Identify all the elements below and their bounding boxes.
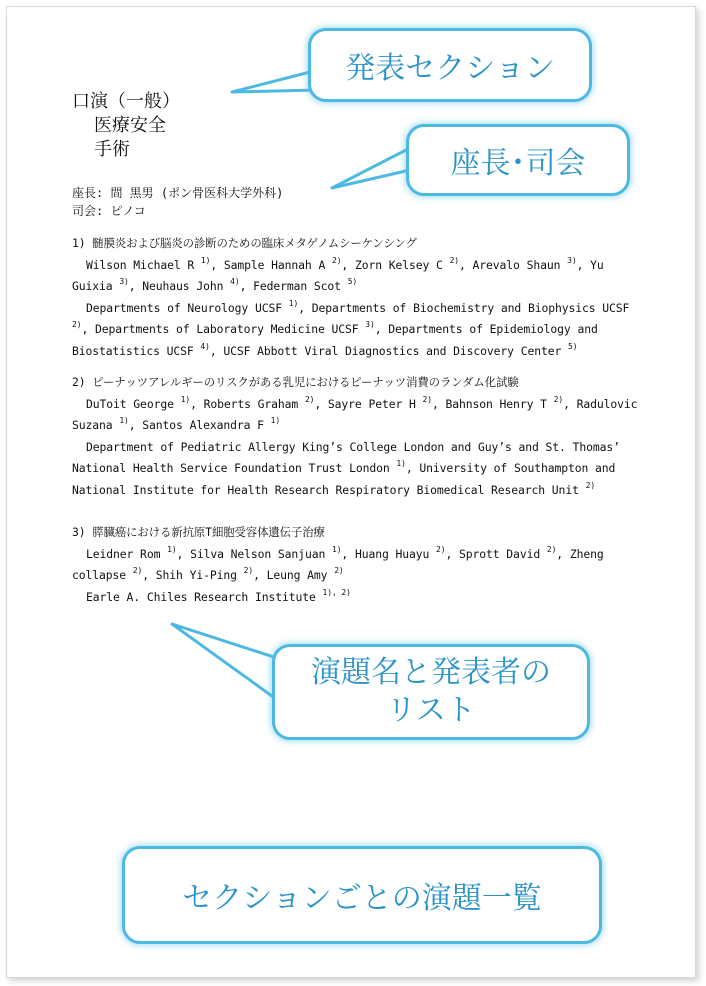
affiliation-num: 2) <box>585 480 596 490</box>
talk-title: 3) 膵臓癌における新抗原T細胞受容体遺伝子治療 <box>72 525 325 539</box>
author-aff: 2) <box>243 566 254 576</box>
author-name: Wilson Michael R <box>86 257 195 272</box>
author-aff: 2) <box>546 544 557 554</box>
overview-callout <box>122 846 602 944</box>
talk-title: 1) 髄膜炎および脳炎の診断のための臨床メタゲノムシーケンシング <box>72 236 417 250</box>
section-callout-label: 発表セクション <box>345 51 555 86</box>
author-aff: 2) <box>422 394 432 404</box>
author-aff: 1) <box>167 544 177 554</box>
author-aff: 4) <box>230 277 240 287</box>
section-callout <box>308 28 592 102</box>
affiliation: Earle A. Chiles Research Institute <box>86 589 316 604</box>
author-name: Zorn Kelsey C <box>354 257 443 272</box>
session-topic-2: 手術 <box>94 139 130 160</box>
affiliation: Departments of Biochemistry and Biophysics UCSF <box>311 300 630 315</box>
author-name: Neuhaus John <box>142 279 224 293</box>
author-name: Santos Alexandra F <box>142 418 264 432</box>
list-callout-tail <box>172 624 283 704</box>
author-name: Sayre Peter H <box>327 396 416 411</box>
talk-authors: Wilson Michael R $^{1)}$, Sample Hannah A $^{2)}$, Zorn Kelsey C $^{2)}$, Arevalo Shaun $^{3)}$, Yu Guixia $^{3)}$, Neuhaus John $^{4)}$, Federman Scot $^{5)}$ <box>72 255 604 293</box>
affiliation-num: 2) <box>72 320 82 330</box>
talk-authors: Leidner Rom $^{1)}$, Silva Nelson Sanjuan $^{1)}$, Huang Huayu $^{2)}$, Sprott David $^{2)}$, Zheng collapse $^{2)}$, Shih Yi-Ping $^{2)}$, Leung Amy $^{2)}$ <box>72 544 604 582</box>
author-aff: 2) <box>334 566 344 576</box>
affiliation-num: 3) <box>365 320 375 330</box>
author-name: DuToit George <box>86 396 174 411</box>
author-name: Silva Nelson Sanjuan <box>190 546 326 561</box>
author-name: Roberts Graham <box>203 396 299 411</box>
author-aff: 2) <box>132 566 143 576</box>
affiliation: University of Southampton and National Institute for Health Research Respiratory Biomedical Research Unit <box>72 461 616 497</box>
author-name: Yu Guixia <box>72 257 604 293</box>
author-aff: 1) <box>331 544 342 554</box>
list-callout-line1: 演題名と発表者の <box>311 655 551 690</box>
author-name: Arevalo Shaun <box>472 257 561 272</box>
author-aff: 1) <box>270 416 281 426</box>
author-aff: 5) <box>347 277 358 287</box>
chair-callout-label: 座長･司会 <box>450 146 586 181</box>
overview-callout-label: セクションごとの演題一覧 <box>182 881 542 916</box>
author-aff: 3) <box>567 255 577 265</box>
moderator: 司会: ピノコ <box>72 204 146 218</box>
author-name: Leung Amy <box>266 568 328 582</box>
chair-callout-tail <box>332 148 410 188</box>
author-aff: 1) <box>119 416 129 426</box>
author-aff: 2) <box>304 394 315 404</box>
affiliation-num: 5) <box>568 341 578 351</box>
talk-affiliations: Departments of Neurology UCSF $^{1)}$, Departments of Biochemistry and Biophysics UCSF $^{2)}$, Departments of Laboratory Medicine UCSF $^{3)}$, Departments of Epidemiology and Biostatistics UCSF $^{4)}$, UCSF Abbott Viral Diagnostics and Discovery Center $^{5)}$ <box>72 298 630 358</box>
author-aff: 1) <box>180 394 191 404</box>
affiliation-num: 1) <box>288 298 299 308</box>
affiliation: Department of Pediatric Allergy King’s College London and Guy’s and St. Thomas’ National Health Service Foundation Trust London <box>72 439 620 475</box>
author-name: Bahnson Henry T <box>445 396 547 411</box>
author-aff: 3) <box>119 277 129 287</box>
author-aff: 2) <box>449 255 459 265</box>
author-name: Sample Hannah A <box>223 257 326 272</box>
session-type: 口演（一般） <box>72 91 180 112</box>
talk-title: 2) ピーナッツアレルギーのリスクがある乳児におけるピーナッツ消費のランダム化試験 <box>72 375 519 389</box>
affiliation: UCSF Abbott Viral Diagnostics and Discovery Center <box>223 343 562 358</box>
chair-callout <box>406 124 630 196</box>
affiliation-num: 1) <box>396 459 406 469</box>
author-name: Zheng collapse <box>72 546 604 582</box>
affiliation: Departments of Laboratory Medicine UCSF <box>94 322 359 336</box>
list-callout-line2: リスト <box>386 693 476 728</box>
author-name: Federman Scot <box>253 279 341 293</box>
author-name: Leidner Rom <box>86 546 161 561</box>
section-callout-tail <box>232 70 318 92</box>
author-aff: 2) <box>553 394 564 404</box>
affiliation: Departments of Epidemiology and Biostatistics UCSF <box>72 322 598 358</box>
author-name: Shih Yi-Ping <box>155 568 237 582</box>
affiliation: Departments of Neurology UCSF <box>86 300 282 315</box>
author-name: Sprott David <box>459 546 541 561</box>
list-callout <box>272 644 590 740</box>
affiliation-num: 1), 2) <box>322 587 351 597</box>
affiliation-num: 4) <box>200 341 210 351</box>
talk-affiliations: Department of Pediatric Allergy King’s College London and Guy’s and St. Thomas’ National Health Service Foundation Trust London $^{1)}$, University of Southampton and National Institute for Health Research Respiratory Biomedical Research Unit $^{2)}$ <box>72 439 620 497</box>
session-topic-1: 医療安全 <box>94 115 166 136</box>
author-aff: 2) <box>436 544 446 554</box>
talk-authors: DuToit George $^{1)}$, Roberts Graham $^{2)}$, Sayre Peter H $^{2)}$, Bahnson Henry T $^{2)}$, Radulovic Suzana $^{1)}$, Santos Alexandra F $^{1)}$ <box>72 394 638 432</box>
author-aff: 2) <box>331 255 342 265</box>
author-name: Huang Huayu <box>354 546 430 561</box>
chairperson: 座長: 間 黒男 (ポン骨医科大学外科) <box>72 186 284 200</box>
author-aff: 1) <box>200 255 211 265</box>
author-name: Radulovic Suzana <box>72 396 638 432</box>
